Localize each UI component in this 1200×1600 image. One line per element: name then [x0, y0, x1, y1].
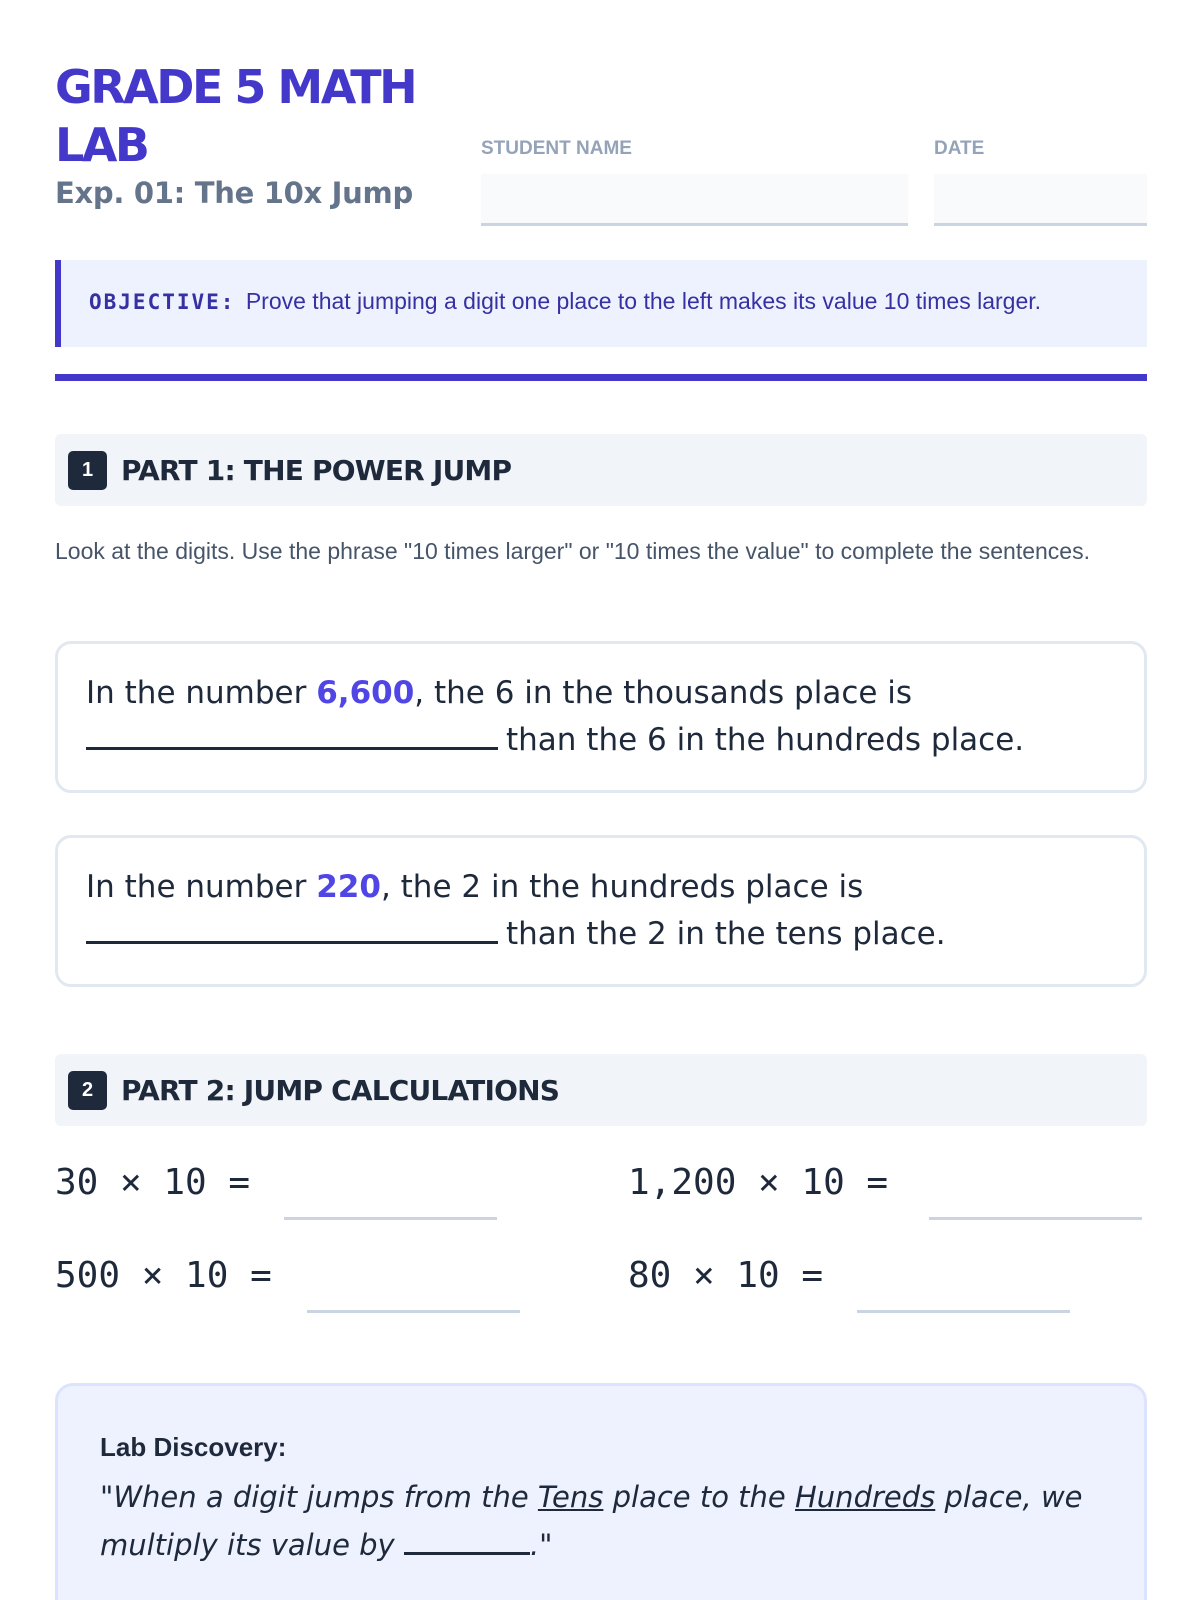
discovery-text-part: place, we multiply its value by	[100, 1480, 1083, 1562]
sentence-suffix: than the 2 in the tens place.	[506, 916, 946, 952]
date-field	[934, 138, 1147, 226]
part1-number-badge: 1	[68, 451, 107, 490]
page-subtitle: Exp. 01: The 10x Jump	[55, 176, 413, 210]
part2-header	[55, 1054, 1147, 1126]
lab-discovery-title: Lab Discovery:	[100, 1432, 287, 1462]
sentence-number: 220	[316, 869, 381, 905]
calc-problem-2: 1,200 × 10 =	[628, 1162, 889, 1203]
title-block	[55, 58, 435, 210]
discovery-text-part: ."	[529, 1528, 553, 1562]
sentence-middle: , the 2 in the hundreds place is	[380, 869, 864, 905]
sentence-card-2	[55, 835, 1147, 987]
objective-box	[55, 260, 1147, 347]
date-label: DATE	[934, 138, 985, 159]
lab-discovery-statement	[100, 1473, 1100, 1569]
sentence-number: 6,600	[316, 675, 415, 711]
calc-answer-2[interactable]	[929, 1217, 1142, 1220]
student-name-input[interactable]	[481, 174, 908, 226]
part1-header	[55, 434, 1147, 506]
date-input[interactable]	[934, 174, 1147, 226]
calc-problem-3: 500 × 10 =	[55, 1255, 272, 1296]
discovery-text-part: "When a digit jumps from the	[100, 1480, 538, 1514]
part2-title: PART 2: JUMP CALCULATIONS	[121, 1073, 560, 1107]
calc-problem-1: 30 × 10 =	[55, 1162, 251, 1203]
sentence-prefix: In the number	[86, 675, 317, 711]
discovery-hundreds: Hundreds	[795, 1480, 936, 1514]
calc-problem-4: 80 × 10 =	[628, 1255, 824, 1296]
part2-number-badge: 2	[68, 1071, 107, 1110]
divider	[55, 374, 1147, 381]
part1-instructions: Look at the digits. Use the phrase "10 times larger" or "10 times the value" to complete the sentences.	[55, 538, 1090, 564]
student-name-field	[481, 138, 908, 226]
discovery-tens: Tens	[537, 1480, 604, 1514]
part1-title: PART 1: THE POWER JUMP	[121, 453, 512, 487]
discovery-answer-blank[interactable]	[404, 1529, 530, 1555]
answer-blank[interactable]	[86, 914, 498, 944]
objective-label: OBJECTIVE:	[89, 290, 236, 314]
calc-answer-3[interactable]	[307, 1310, 520, 1313]
objective-text: Prove that jumping a digit one place to the left makes its value 10 times larger.	[245, 288, 1042, 314]
calc-answer-1[interactable]	[284, 1217, 497, 1220]
sentence-suffix: than the 6 in the hundreds place.	[506, 722, 1025, 758]
answer-blank[interactable]	[86, 720, 498, 750]
calc-answer-4[interactable]	[857, 1310, 1070, 1313]
discovery-text-part: place to the	[603, 1480, 795, 1514]
sentence-middle: , the 6 in the thousands place is	[414, 675, 913, 711]
page-title: GRADE 5 MATH LAB	[55, 60, 416, 172]
header	[55, 58, 1147, 220]
sentence-prefix: In the number	[86, 869, 317, 905]
student-name-label: STUDENT NAME	[481, 138, 632, 159]
lab-discovery-box	[55, 1383, 1147, 1600]
sentence-card-1	[55, 641, 1147, 793]
